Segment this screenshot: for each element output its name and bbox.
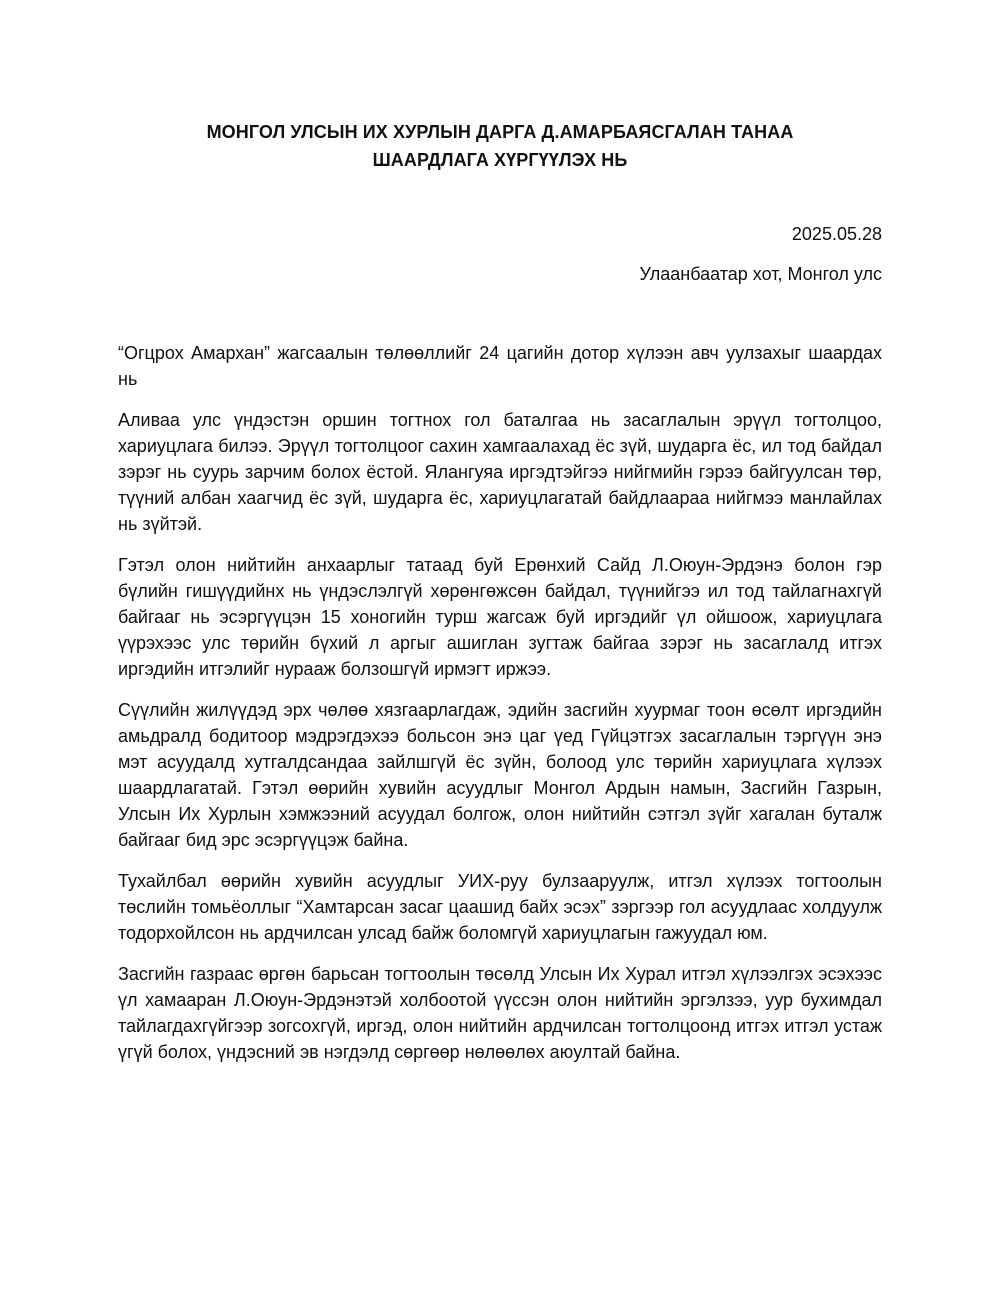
title-line-2: ШААРДЛАГА ХҮРГҮҮЛЭХ НЬ: [372, 150, 628, 170]
document-date: 2025.05.28: [791, 224, 882, 244]
paragraph-3: Гэтэл олон нийтийн анхаарлыг татаад буй Ерөнхий Сайд Л.Оюун-Эрдэнэ болон гэр бүлийн гишүүдийнх нь үндэслэлгүй хөрөнгөжсөн байдал, түүнийгээ ил тод тайлагнахгүй байгааг нь эсэргүүцэн 15 хоногийн турш жагсаж буй иргэдийг үл ойшоож, хариуцлага үүрэхээс улс төрийн бүхий л аргыг ашиглан зугтаж байгаа зэрэг нь засаглалд итгэх иргэдийн итгэлийг нурааж болзошгүй ирмэгт иржээ.: [118, 555, 882, 679]
paragraph-5: Тухайлбал өөрийн хувийн асуудлыг УИХ-руу булзааруулж, итгэл хүлээх тогтоолын төслийн томьёоллыг “Хамтарсан засаг цаашид байх эсэх” зэргээр гол асуудлаас холдуулж тодорхойлсон нь ардчилсан улсад байж боломгүй хариуцлагын гажуудал юм.: [118, 871, 882, 943]
document-place: Улаанбаатар хот, Монгол улс: [639, 264, 882, 284]
document-title: [118, 118, 882, 174]
document-body: [118, 340, 882, 1080]
title-line-1: МОНГОЛ УЛСЫН ИХ ХУРЛЫН ДАРГА Д.АМАРБАЯСГАЛАН ТАНАА: [206, 122, 794, 142]
paragraph-6: Засгийн газраас өргөн барьсан тогтоолын төсөлд Улсын Их Хурал итгэл хүлээлгэх эсэхээс үл хамааран Л.Оюун-Эрдэнэтэй холбоотой үүссэн олон нийтийн эргэлзээ, уур бухимдал тайлагдахгүйгээр зогсохгүй, иргэд, олон нийтийн ардчилсан тогтолцоонд итгэх итгэл устаж үгүй болох, үндэсний эв нэгдэлд сөргөөр нөлөөлөх аюултай байна.: [118, 964, 882, 1062]
paragraph-1: “Огцрох Амархан” жагсаалын төлөөллийг 24 цагийн дотор хүлээн авч уулзахыг шаардах нь: [118, 343, 882, 389]
paragraph-4: Сүүлийн жилүүдэд эрх чөлөө хязгаарлагдаж, эдийн засгийн хуурмаг тоон өсөлт иргэдийн амьдралд бодитоор мэдрэгдэхээ больсон энэ цаг үед Гүйцэтгэх засаглалын тэргүүн энэ мэт асуудалд хутгалдсандаа зайлшгүй ёс зүйн, болоод улс төрийн хариуцлага хүлээх шаардлагатай. Гэтэл өөрийн хувийн асуудлыг Монгол Ардын намын, Засгийн Газрын, Улсын Их Хурлын хэмжээний асуудал болгож, олон нийтийн сэтгэл зүйг хагалан буталж байгааг бид эрс эсэргүүцэж байна.: [118, 700, 882, 850]
paragraph-2: Аливаа улс үндэстэн оршин тогтнох гол баталгаа нь засаглалын эрүүл тогтолцоо, хариуцлага билээ. Эрүүл тогтолцоог сахин хамгаалахад ёс зүй, шударга ёс, ил тод байдал зэрэг нь суурь зарчим болох ёстой. Ялангуяа иргэдтэйгээ нийгмийн гэрээ байгуулсан төр, түүний албан хаагчид ёс зүй, шударга ёс, хариуцлагатай байдлаараа нийгмээ манлайлах нь зүйтэй.: [118, 410, 882, 534]
